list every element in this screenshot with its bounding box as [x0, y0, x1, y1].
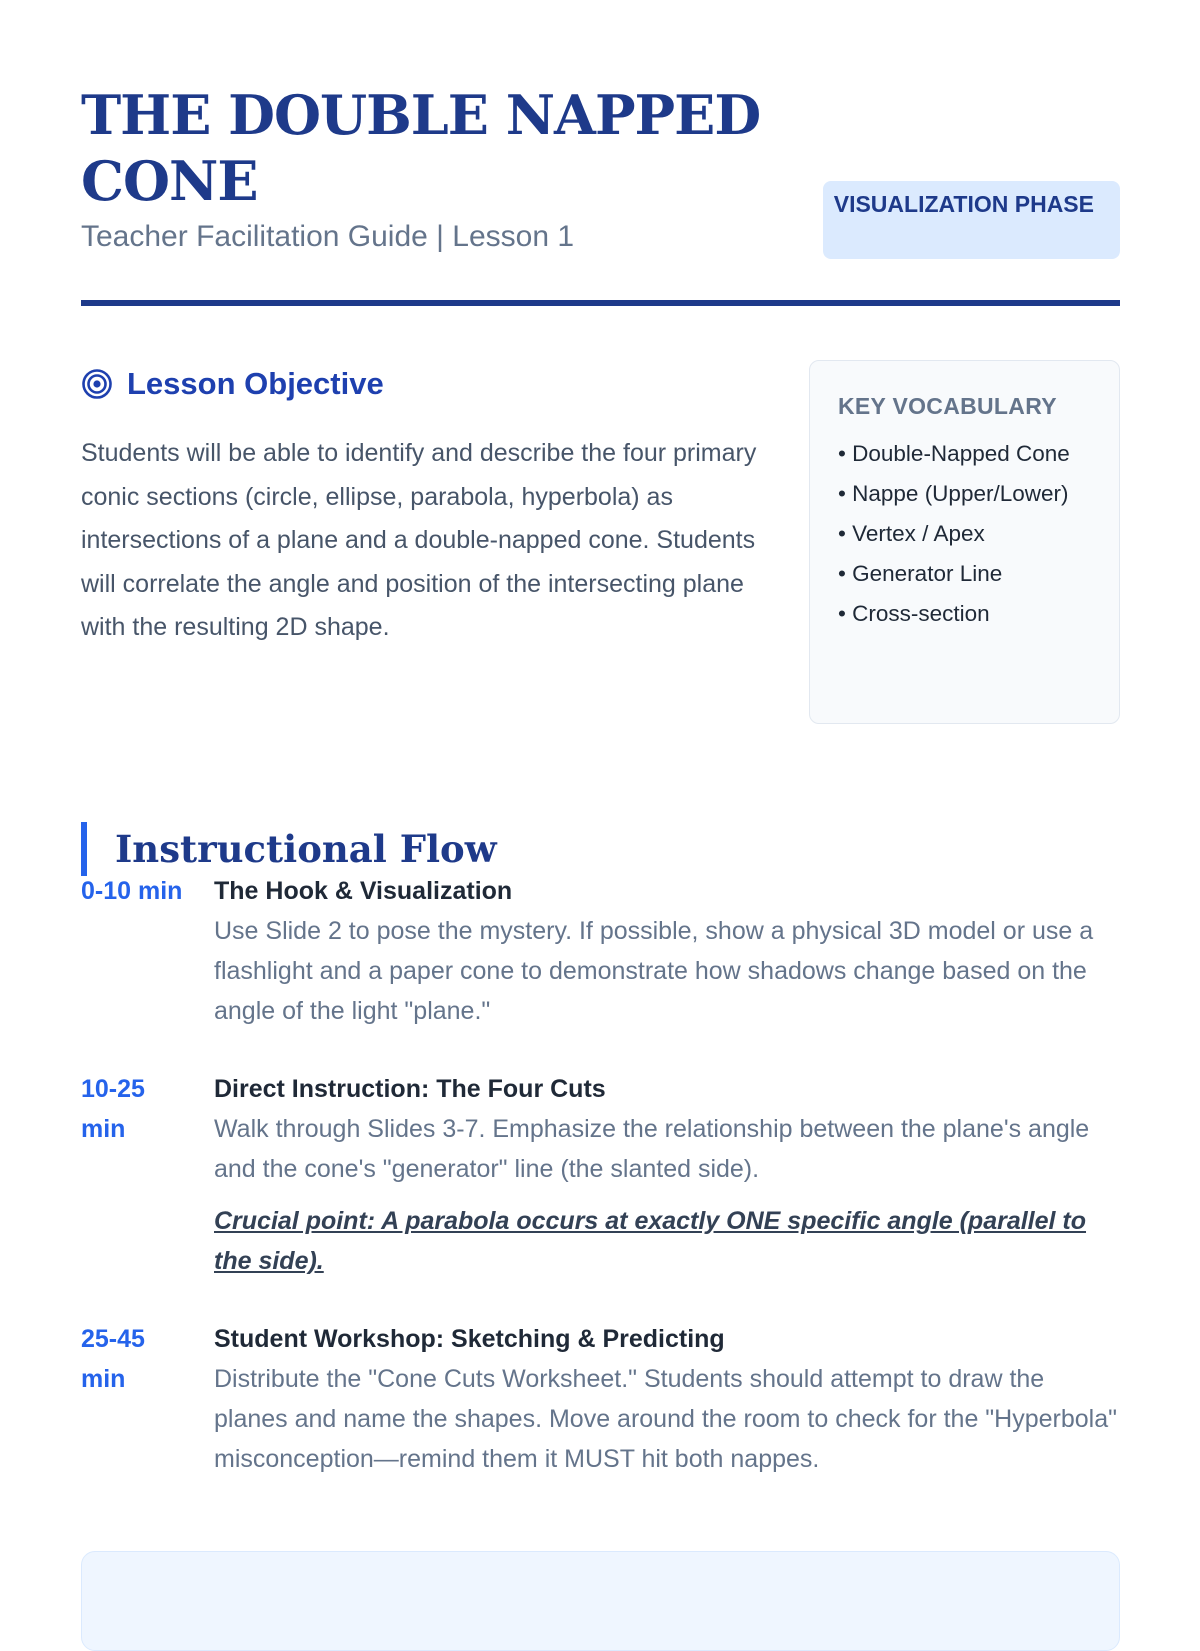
- vocabulary-item: • Nappe (Upper/Lower): [838, 477, 1093, 511]
- flow-item-direct-instruction: [81, 1069, 1120, 1281]
- flow-body: [214, 1069, 1120, 1281]
- instructional-flow-list: [81, 871, 1120, 1517]
- page-subtitle: Teacher Facilitation Guide | Lesson 1: [81, 220, 575, 253]
- vocabulary-item: • Generator Line: [838, 557, 1093, 591]
- instructional-flow-heading: Instructional Flow: [81, 822, 781, 876]
- crucial-point-note: Crucial point: A parabola occurs at exactly ONE specific angle (parallel to the side).: [214, 1207, 1087, 1275]
- flow-body: [214, 871, 1120, 1031]
- vocabulary-list: [838, 437, 1093, 631]
- vocabulary-item: • Cross-section: [838, 597, 1093, 631]
- flow-time: 10-25 min: [81, 1075, 145, 1143]
- page-header: [81, 82, 1120, 306]
- objective-text: Students will be able to identify and describe the four primary conic sections (circle, ellipse, parabola, hyperbola) as intersections of a plane and a double-napped cone. Students will correlate the angle and position of the intersecting plane with the resulting 2D shape.: [81, 439, 757, 641]
- flow-item-hook: [81, 871, 1120, 1031]
- lesson-guide-page: [81, 0, 1120, 1600]
- key-vocabulary-box: [809, 360, 1120, 724]
- flow-item-student-workshop: [81, 1319, 1120, 1479]
- flow-text: Distribute the "Cone Cuts Worksheet." Students should attempt to draw the planes and name the shapes. Move around the room to check for the "Hyperbola" misconception—remind them it MUST hit both nappes.: [214, 1365, 1118, 1473]
- flow-body: [214, 1319, 1120, 1479]
- phase-badge: VISUALIZATION PHASE: [823, 181, 1120, 259]
- page-title: THE DOUBLE NAPPED CONE: [81, 83, 761, 213]
- bottom-callout-box: [81, 1551, 1120, 1651]
- header-divider: [81, 300, 1120, 306]
- flow-text: Walk through Slides 3-7. Emphasize the relationship between the plane's angle and the cone's "generator" line (the slanted side).: [214, 1115, 1090, 1183]
- flow-title: Direct Instruction: The Four Cuts: [214, 1075, 606, 1103]
- flow-time: 25-45 min: [81, 1325, 145, 1393]
- vocabulary-item: • Vertex / Apex: [838, 517, 1093, 551]
- lesson-objective-section: [81, 360, 781, 650]
- target-icon: [81, 368, 113, 400]
- objective-heading: [81, 360, 781, 408]
- vocabulary-title: KEY VOCABULARY: [838, 393, 1057, 419]
- flow-title: The Hook & Visualization: [214, 877, 513, 905]
- vocabulary-item: • Double-Napped Cone: [838, 437, 1093, 471]
- flow-time: 0-10 min: [81, 877, 183, 905]
- flow-text: Use Slide 2 to pose the mystery. If possible, show a physical 3D model or use a flashlight and a paper cone to demonstrate how shadows change based on the angle of the light "plane.": [214, 917, 1094, 1025]
- flow-title: Student Workshop: Sketching & Predicting: [214, 1325, 725, 1353]
- objective-title: Lesson Objective: [127, 366, 384, 401]
